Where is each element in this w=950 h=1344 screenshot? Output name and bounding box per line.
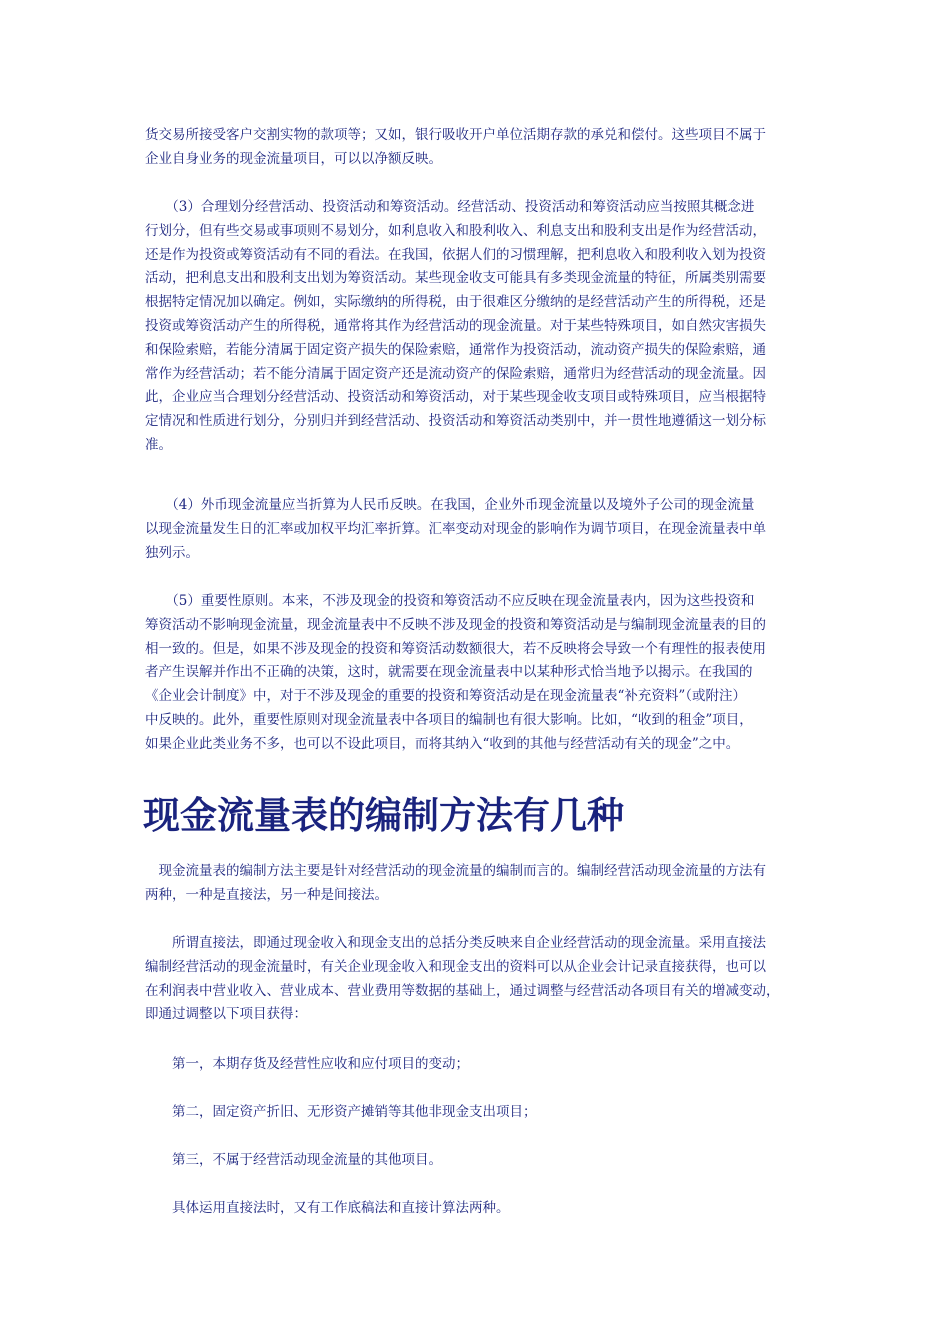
text-line: 根据特定情况加以确定。例如，实际缴纳的所得税，由于很难区分缴纳的是经营活动产生的所得税，还是 [145,294,766,311]
text-line: 即通过调整以下项目获得： [145,1006,307,1023]
text-line: 此，企业应当合理划分经营活动、投资活动和筹资活动，对于某些现金收支项目或特殊项目，应当根据特 [145,389,766,406]
text-line: 和保险索赔，若能分清属于固定资产损失的保险索赔，通常作为投资活动，流动资产损失的保险索赔，通 [145,341,766,358]
text-line: 筹资活动不影响现金流量，现金流量表中不反映不涉及现金的投资和筹资活动是与编制现金流量表的目的 [145,616,766,633]
paragraph-foreign-currency [145,494,815,565]
paragraph-item-third [145,1149,815,1173]
text-line: 独列示。 [145,544,199,561]
text-line: 货交易所接受客户交割实物的款项等；又如，银行吸收开户单位活期存款的承兑和偿付。这些项目不属于 [145,127,766,143]
text-line: 两种，一种是直接法，另一种是间接法。 [145,886,388,903]
text-line: （3）合理划分经营活动、投资活动和筹资活动。经营活动、投资活动和筹资活动应当按照其概念进 [145,199,755,215]
text-line: 行划分，但有些交易或事项则不易划分，如利息收入和股利收入、利息支出和股利支出是作为经营活动， [145,222,766,239]
text-line: 现金流量表的编制方法主要是针对经营活动的现金流量的编制而言的。编制经营活动现金流量的方法有 [145,863,766,879]
text-line: 相一致的。但是，如果不涉及现金的投资和筹资活动数额很大，若不反映将会导致一个有理性的报表使用 [145,640,766,657]
text-line: （5）重要性原则。本来，不涉及现金的投资和筹资活动不应反映在现金流量表内，因为这些投资和 [145,593,755,609]
paragraph-item-second [145,1101,815,1125]
text-line: 还是作为投资或筹资活动有不同的看法。在我国，依据人们的习惯理解，把利息收入和股利收入划为投资 [145,246,766,263]
text-line: 活动，把利息支出和股利支出划为筹资活动。某些现金收支可能具有多类现金流量的特征，所属类别需要 [145,270,766,287]
paragraph-activity-classification [145,196,815,458]
text-line: 《企业会计制度》中，对于不涉及现金的重要的投资和筹资活动是在现金流量表“补充资料”（或附注） [145,688,747,705]
text-line: 所谓直接法，即通过现金收入和现金支出的总括分类反映来自企业经营活动的现金流量。采用直接法 [145,935,766,951]
text-line: 投资或筹资活动产生的所得税，通常将其作为经营活动的现金流量。对于某些特殊项目，如自然灾害损失 [145,317,766,334]
paragraph-direct-method [145,932,815,1027]
text-line: 如果企业此类业务不多，也可以不设此项目，而将其纳入“收到的其他与经营活动有关的现金”之中。 [145,735,740,752]
text-line: 中反映的。此外，重要性原则对现金流量表中各项目的编制也有很大影响。比如，“收到的租金”项目， [145,711,753,728]
text-line: 编制经营活动的现金流量时，有关企业现金收入和现金支出的资料可以从企业会计记录直接获得，也可以 [145,958,766,975]
text-line: 以现金流量发生日的汇率或加权平均汇率折算。汇率变动对现金的影响作为调节项目，在现金流量表中单 [145,520,766,537]
section-heading: 现金流量表的编制方法有几种 [143,794,624,837]
text-line: 第二，固定资产折旧、无形资产摊销等其他非现金支出项目； [145,1104,537,1120]
paragraph-continuation [145,124,815,172]
text-line: （4）外币现金流量应当折算为人民币反映。在我国，企业外币现金流量以及境外子公司的现金流量 [145,497,755,513]
text-line: 第三，不属于经营活动现金流量的其他项目。 [145,1152,442,1168]
text-line: 准。 [145,436,172,453]
text-line: 具体运用直接法时，又有工作底稿法和直接计算法两种。 [145,1200,510,1216]
paragraph-direct-method-application [145,1197,815,1221]
text-line: 定情况和性质进行划分，分别归并到经营活动、投资活动和筹资活动类别中，并一贯性地遵循这一划分标 [145,413,766,430]
text-line: 常作为经营活动；若不能分清属于固定资产还是流动资产的保险索赔，通常归为经营活动的现金流量。因 [145,365,766,382]
paragraph-item-first [145,1053,815,1077]
text-line: 在利润表中营业收入、营业成本、营业费用等数据的基础上，通过调整与经营活动各项目有关的增减变动， [145,982,780,999]
text-line: 企业自身业务的现金流量项目，可以以净额反映。 [145,150,442,167]
text-line: 者产生误解并作出不正确的决策，这时，就需要在现金流量表中以某种形式恰当地予以揭示。在我国的 [145,664,753,681]
paragraph-materiality [145,590,815,757]
text-line: 第一，本期存货及经营性应收和应付项目的变动； [145,1056,469,1072]
paragraph-methods-intro [145,860,815,908]
